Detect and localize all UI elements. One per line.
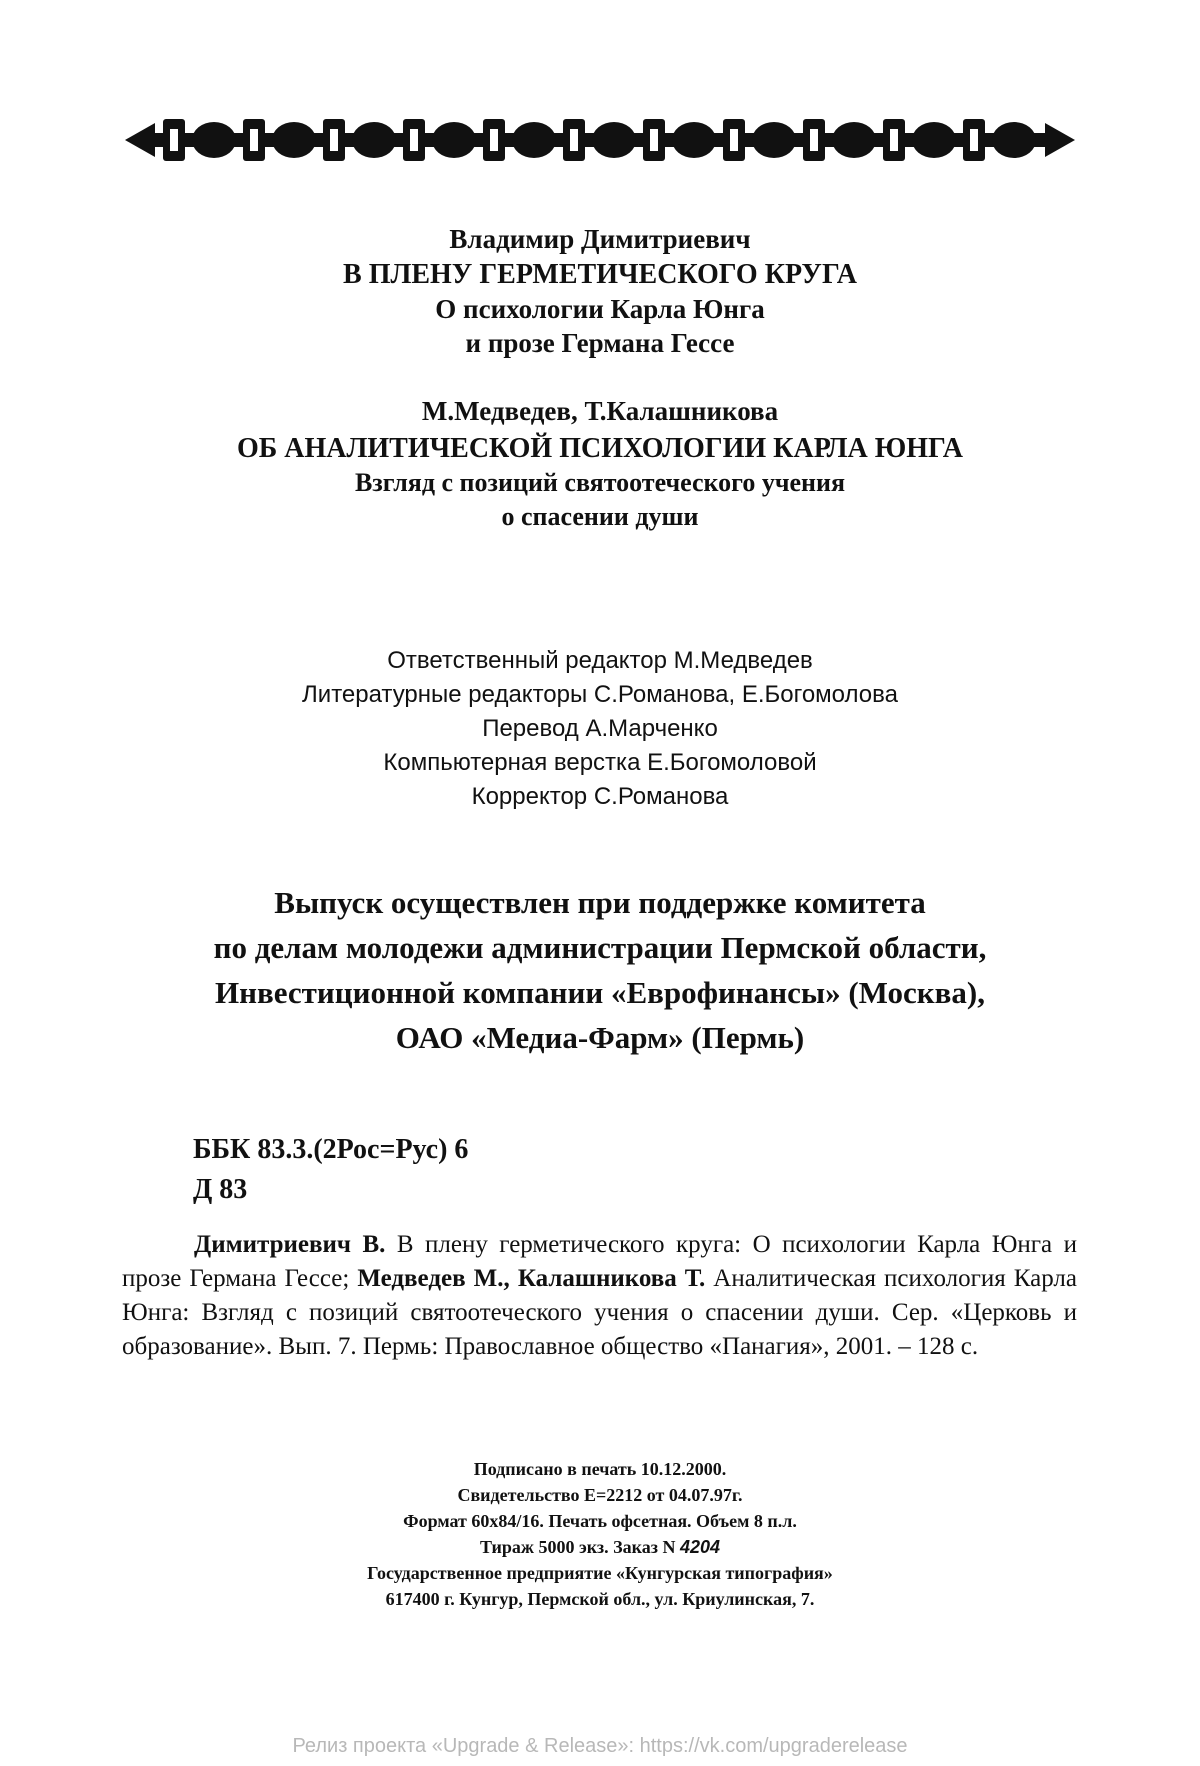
imprint-order-number: 4204 [679, 1537, 720, 1557]
author-dimitrievich: Владимир Димитриевич [449, 224, 751, 254]
imprint-certificate: Свидетельство Е=2212 от 04.07.97г. [457, 1485, 743, 1505]
support-line: ОАО «Медиа-Фарм» (Пермь) [395, 1020, 805, 1055]
support-line: Инвестиционной компании «Еврофинансы» (Москва), [215, 975, 985, 1010]
release-watermark: Релиз проекта «Upgrade & Release»: https://vk.com/upgraderelease [292, 1735, 908, 1757]
subtitle-patristic-view: Взгляд с позиций святоотеческого учения [354, 468, 846, 497]
subtitle-salvation-of-soul: о спасении души [501, 502, 699, 531]
title-hermetic-circle: В ПЛЕНУ ГЕРМЕТИЧЕСКОГО КРУГА [343, 259, 857, 290]
staff-credit-line: Ответственный редактор М.Медведев [387, 647, 813, 674]
authors-medvedev-kalashnikova: М.Медведев, Т.Калашникова [421, 396, 779, 426]
bbk-classification: ББК 83.3.(2Рос=Рус) 6 [193, 1134, 469, 1165]
staff-credit-line: Перевод А.Марченко [482, 715, 718, 742]
staff-credit-line: Корректор С.Романова [471, 783, 729, 810]
imprint-address: 617400 г. Кунгур, Пермской обл., ул. Криулинская, 7. [385, 1589, 815, 1609]
imprint-print-run [0, 1534, 1200, 1560]
staff-credit-line: Литературные редакторы С.Романова, Е.Богомолова [302, 681, 898, 708]
biblio-author-2: Медведев М., Калашникова Т. [357, 1265, 706, 1292]
imprint-block [0, 1456, 1200, 1612]
bibliographic-description [122, 1228, 1077, 1364]
subtitle-jung-psychology: О психологии Карла Юнга [435, 294, 765, 324]
support-line: Выпуск осуществлен при поддержке комитета [274, 885, 926, 920]
imprint-signed-date: Подписано в печать 10.12.2000. [473, 1459, 727, 1479]
imprint-format: Формат 60х84/16. Печать офсетная. Объем 8 п.л. [403, 1511, 797, 1531]
biblio-author-1: Димитриевич В. [194, 1231, 386, 1258]
decorative-border-ornament [125, 115, 1075, 165]
imprint-run-text: Тираж 5000 экз. Заказ N [479, 1537, 680, 1557]
author-mark: Д 83 [193, 1174, 248, 1205]
biblio-text-2: Аналитическая психология Карла Юнга: Взгляд с позиций святоотеческого учения о спасении души. Сер. «Церковь и образование». Вып. 7. Пермь: Православное общество «Панагия», 2001. – 128 с. [122, 1265, 1077, 1360]
title-analytical-psychology: ОБ АНАЛИТИЧЕСКОЙ ПСИХОЛОГИИ КАРЛА ЮНГА [236, 433, 963, 464]
subtitle-hesse-prose: и прозе Германа Гессе [465, 328, 735, 358]
imprint-printer: Государственное предприятие «Кунгурская типография» [367, 1563, 833, 1583]
support-line: по делам молодежи администрации Пермской области, [213, 930, 987, 965]
staff-credit-line: Компьютерная верстка Е.Богомоловой [383, 749, 817, 776]
biblio-text-1: В плену герметического круга: О психологии Карла Юнга и прозе Германа Гессе; [122, 1231, 1077, 1292]
